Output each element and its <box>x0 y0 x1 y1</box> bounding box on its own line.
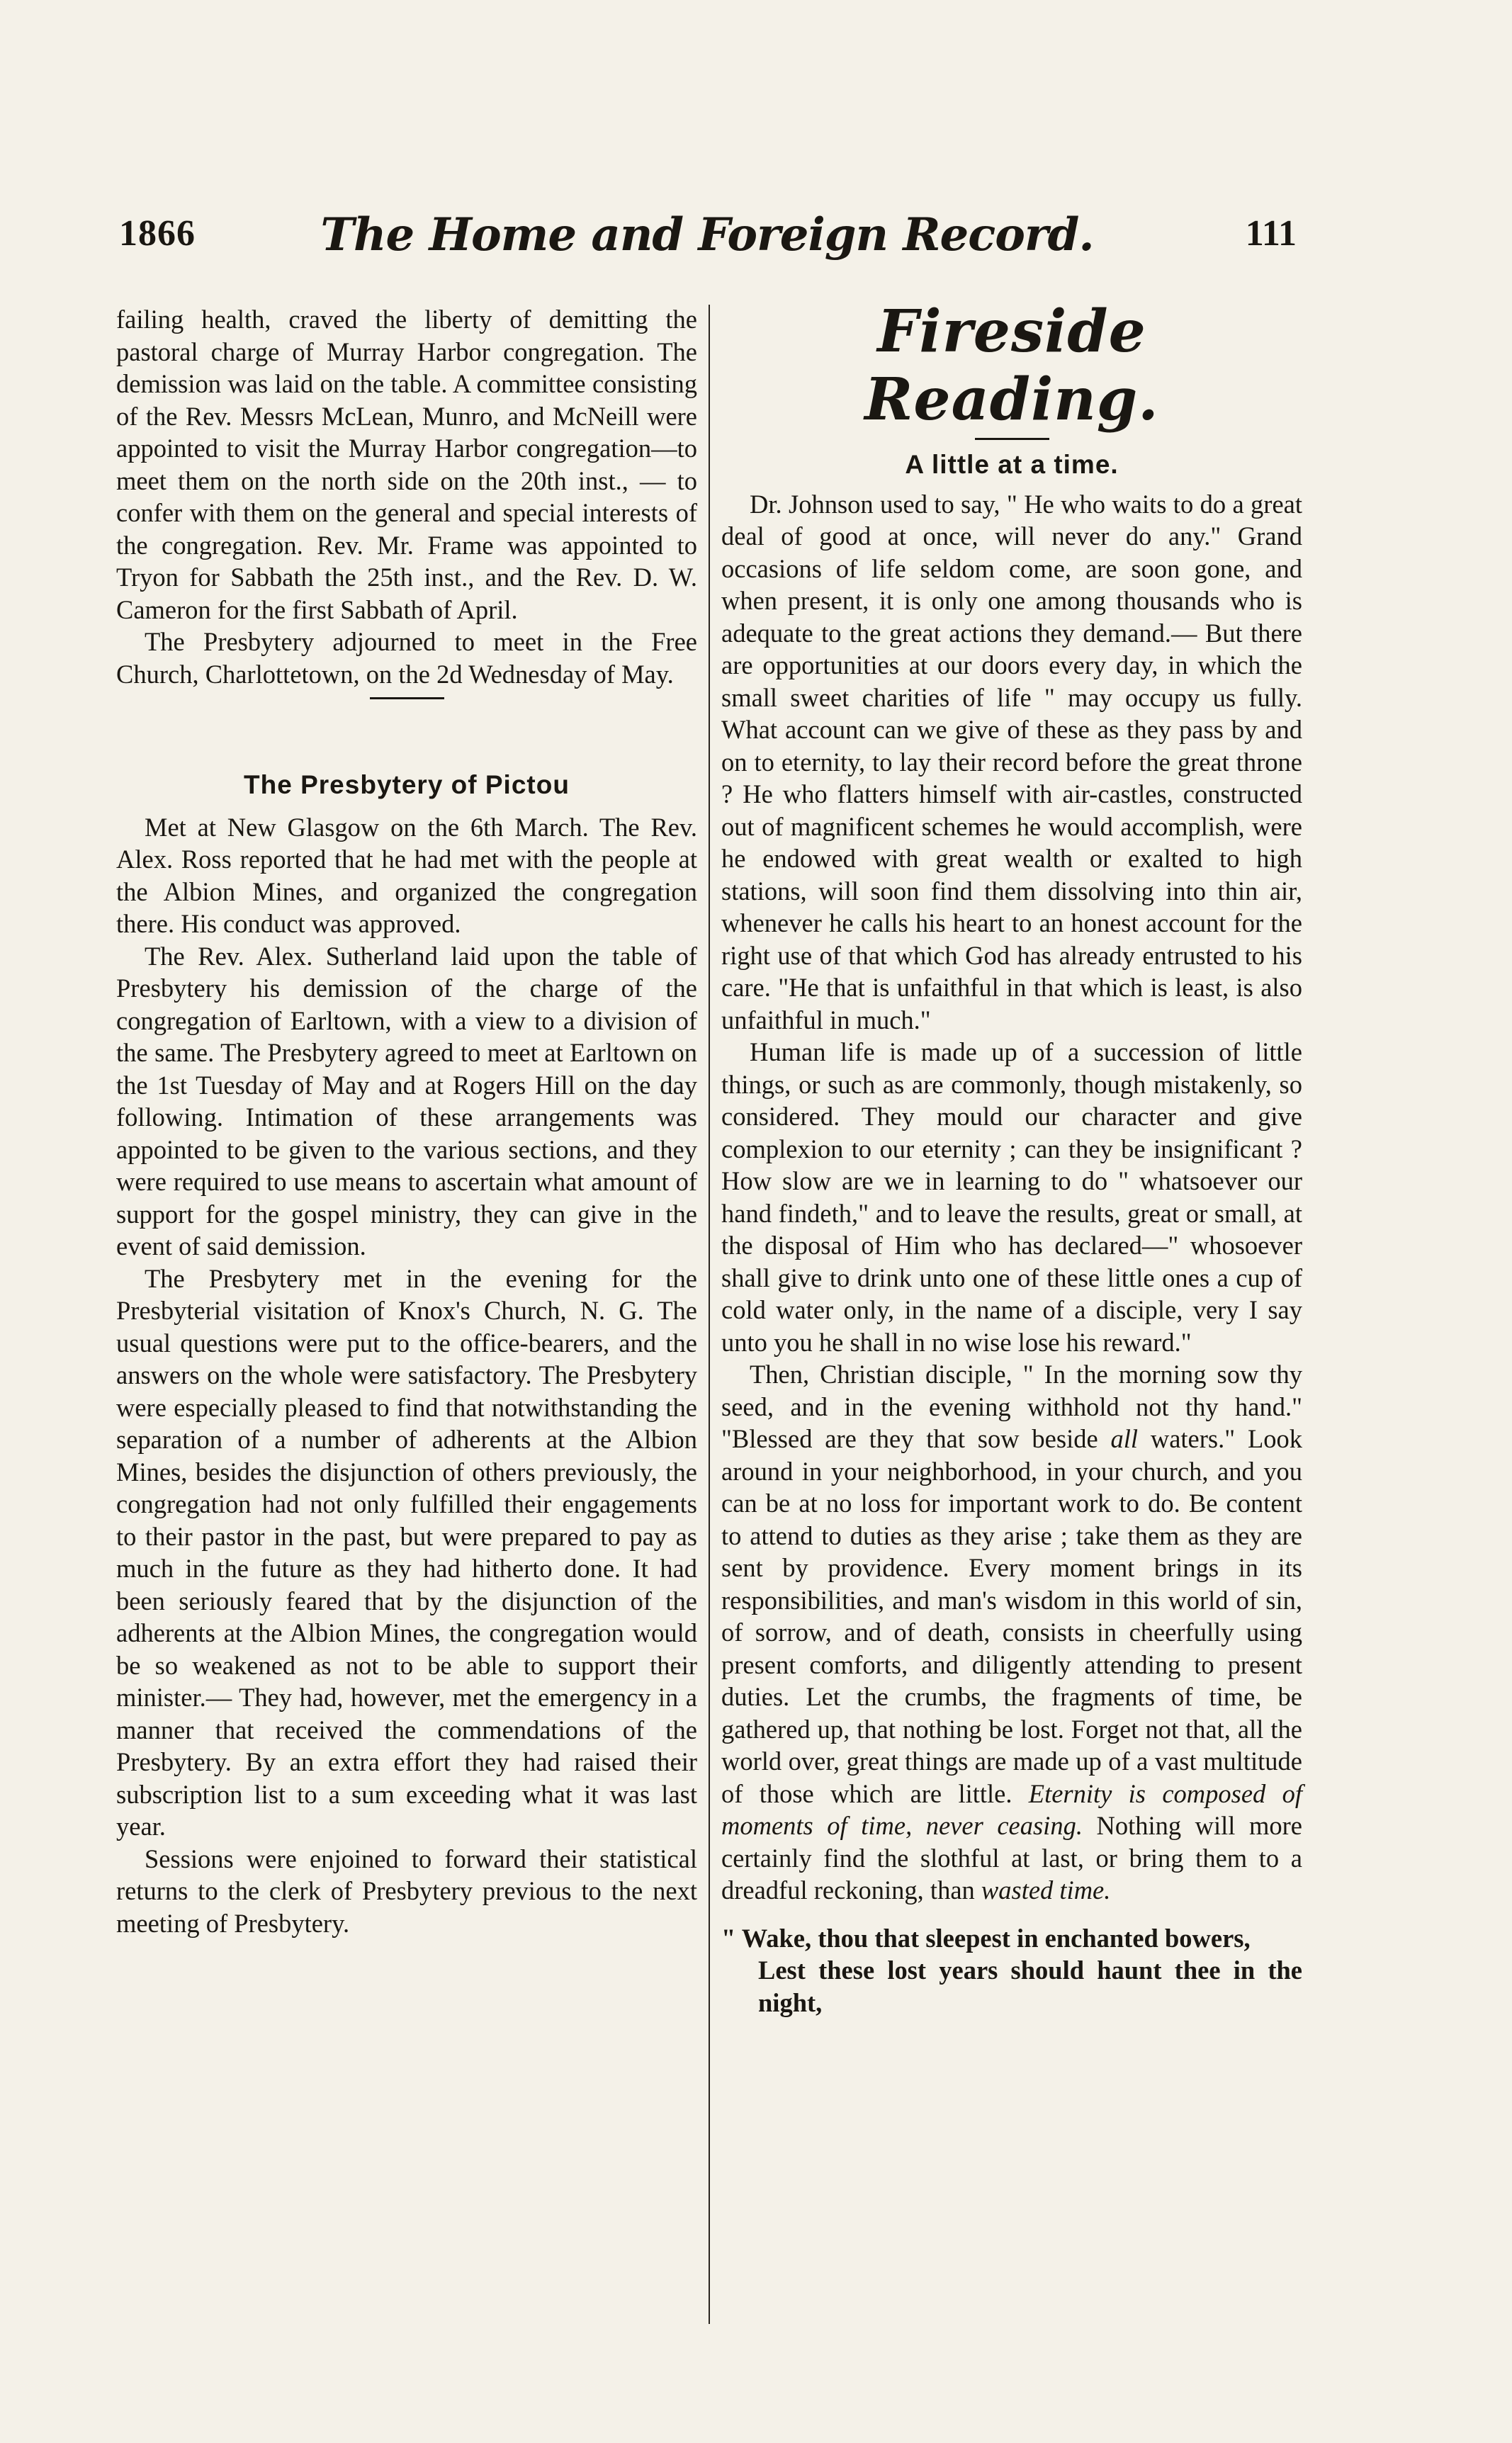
left-paragraph-3: Met at New Glasgow on the 6th March. The Rev. Alex. Ross reported that he had met with the people at the Albion Mines, and organized the congregation there. His conduct was approved. <box>116 812 697 938</box>
left-paragraph-5: The Presbytery met in the evening for the Presbyterial visitation of Knox's Church, N. G. The usual questions were put to the office-bearers, and the answers on the whole were satisfactory. The Presbytery were especially pleased to find that notwithstanding the separation of a number of adherents at the Albion Mines, besides the disjunction of others previously, the congregation had not only fulfilled their engagements to their pastor in the past, but were prepared to pay as much in the future as they had hitherto done. It had been seriously feared that by the disjunction of the adherents at the Albion Mines, the congregation would be so weakened as not to be able to support their minister.— They had, however, met the emergency in a manner that received the commendations of the Presbytery. By an extra effort they had raised their subscription list to a sum exceeding what it was last year. <box>116 1263 697 1841</box>
left-paragraph-1: failing health, craved the liberty of demitting the pastoral charge of Murray Harbor congregation. The demission was laid on the table. A committee consisting of the Rev. Messrs McLean, Munro, and McNeill were appointed to visit the Murray Harbor congregation—to meet them on the north side on the 20th inst., — to confer with them on the general and special interests of the congregation. Rev. Mr. Frame was appointed to Tryon for Sabbath the 25th inst., and the Rev. D. W. Cameron for the first Sabbath of April. <box>116 305 697 624</box>
right-paragraph-1: Dr. Johnson used to say, " He who waits to do a great deal of good at once, will never do any." Grand occasions of life seldom come, are soon gone, and when present, it is only one among thousands who is adequate to the great actions they demand.— But there are opportunities at our doors every day, in which the small sweet charities of life " may occupy us fully. What account can we give of these as they pass by and on to eternity, to lay their record before the great throne ? He who flatters himself with air-castles, constructed out of magnificent schemes he would accomplish, were he endowed with great wealth or exalted to high stations, will soon find them dissolving into thin air, whenever he calls his heart to an honest account for the right use of that which God has already entrusted to his care. "He that is unfaithful in that which is least, is also unfaithful in much." <box>721 489 1302 1034</box>
left-paragraph-2: The Presbytery adjourned to meet in the Free Church, Charlottetown, on the 2d Wednesday of May. <box>116 627 697 689</box>
running-header <box>119 208 1297 283</box>
left-paragraph-4: The Rev. Alex. Sutherland laid upon the table of Presbytery his demission of the charge of the congregation of Earltown, with a view to a division of the same. The Presbytery agreed to meet at Earltown on the 1st Tuesday of May and at Rogers Hill on the day following. Intimation of these arrangements was appointed to be given to the various sections, and they were required to use means to ascertain what amount of support for the gospel ministry, they can give in the event of said demission. <box>116 941 697 1260</box>
right-paragraph-2: Human life is made up of a succession of little things, or such as are commonly, though mistakenly, so considered. They mould our character and give complexion to our eternity ; can they be insignificant ? How slow are we in learning to do " whatsoever our hand findeth," and to leave the results, great or small, at the disposal of Him who has declared—" whosoever shall give to drink unto one of these little ones a cup of cold water only, in the name of a disciple, very I say unto you he shall in no wise lose his reward." <box>721 1037 1302 1357</box>
left-column <box>116 303 697 1939</box>
poem-excerpt <box>721 1922 1302 2019</box>
poem-line-2: Lest these lost years should haunt thee in the night, <box>758 1956 1302 2017</box>
section-heading-little: A little at a time. <box>905 450 1119 479</box>
column-divider <box>709 305 710 2324</box>
fireside-banner: Fireside Reading. <box>864 298 1159 434</box>
section-heading-pictou: The Presbytery of Pictou <box>244 770 570 799</box>
left-paragraph-6: Sessions were enjoined to forward their statistical returns to the clerk of Presbytery previous to the next meeting of Presbytery. <box>116 1844 697 1938</box>
right-paragraph-3: Then, Christian disciple, " In the morning sow thy seed, and in the evening withhold not thy hand." "Blessed are they that sow beside all waters." Look around in your neighborhood, in your church, and you can be at no loss for important work to do. Be content to attend to duties as they arise ; take them as they are sent by providence. Every moment brings in its responsibilities, and man's wisdom in this world of sin, of sorrow, and of death, consists in cheerfully using present comforts, and diligently attending to present duties. Let the crumbs, the fragments of time, be gathered up, that nothing be lost. Forget not that, all the world over, great things are made up of a vast multitude of those which are little. Eternity is composed of moments of time, never ceasing. Nothing will more certainly find the slothful at last, or bring them to a dreadful reckoning, than wasted time. <box>721 1360 1302 1905</box>
header-title: The Home and Foreign Record. <box>320 208 1094 261</box>
page-number: 111 <box>1245 213 1297 254</box>
right-column <box>721 298 1302 2019</box>
header-year: 1866 <box>119 213 196 254</box>
poem-line-1: " Wake, thou that sleepest in enchanted bowers, <box>721 1923 1251 1953</box>
